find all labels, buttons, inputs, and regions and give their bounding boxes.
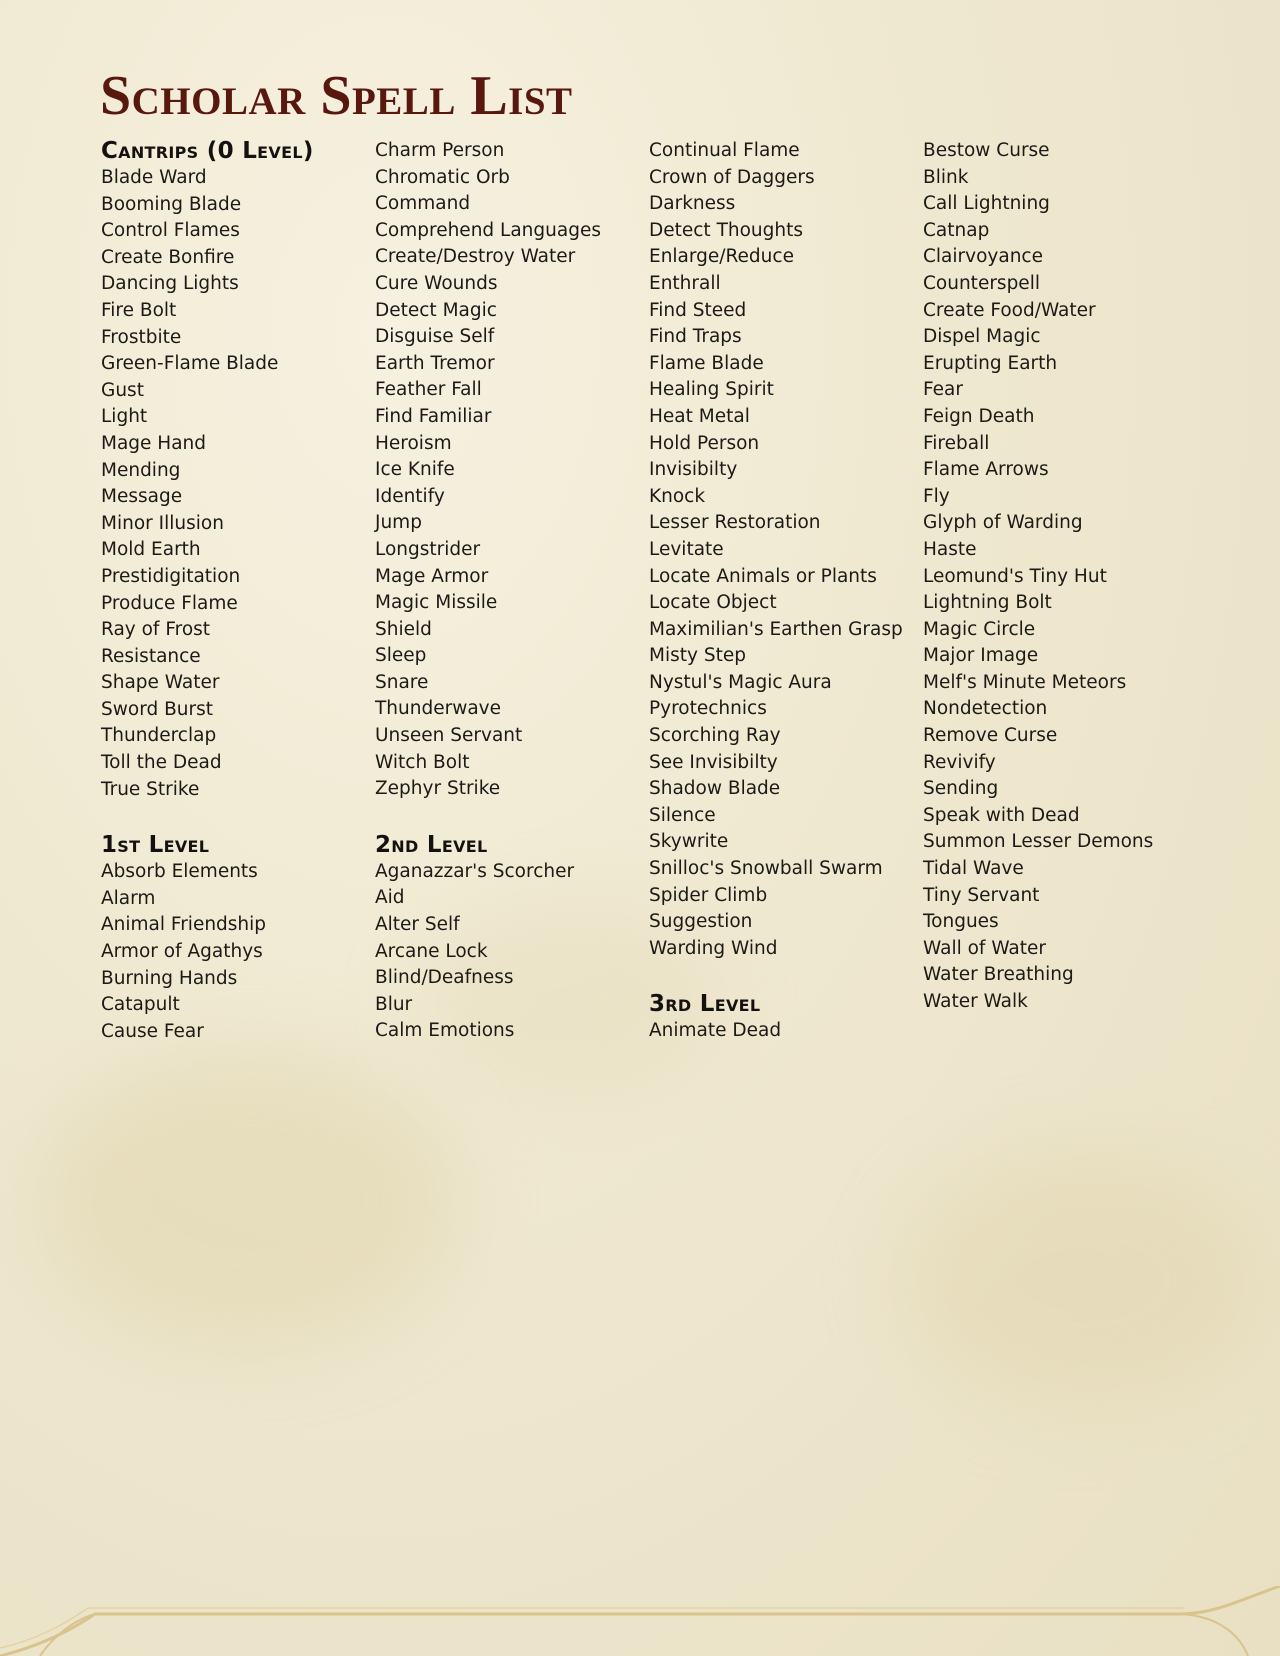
spell-item: Create/Destroy Water — [375, 246, 576, 268]
spell-item: Unseen Servant — [375, 725, 523, 747]
spell-item: Invisibilty — [649, 459, 738, 481]
spell-item: Silence — [649, 804, 716, 826]
spell-item: Tiny Servant — [923, 884, 1040, 906]
spell-item: Witch Bolt — [375, 751, 470, 773]
spell-item: Aganazzar's Scorcher — [375, 860, 575, 882]
spell-item: Mage Armor — [375, 565, 489, 587]
spell-item: Heat Metal — [649, 405, 750, 427]
spell-item: Resistance — [101, 645, 201, 667]
spell-item: Mending — [101, 459, 181, 481]
level-heading: 1st Level — [101, 832, 210, 859]
spell-item: Green-Flame Blade — [101, 353, 279, 375]
spell-item: Find Traps — [649, 326, 742, 348]
spell-item: Clairvoyance — [923, 246, 1043, 268]
spell-item: Erupting Earth — [923, 352, 1058, 374]
spell-item: Knock — [649, 485, 706, 507]
spell-item: Lightning Bolt — [923, 592, 1052, 614]
spell-item: Nondetection — [923, 698, 1048, 720]
spell-item: Shadow Blade — [649, 778, 781, 800]
spell-item: Melf's Minute Meteors — [923, 671, 1127, 693]
spell-item: Hold Person — [649, 432, 760, 454]
spell-item: Blink — [923, 166, 969, 188]
spell-item: Fly — [923, 485, 950, 507]
spell-item: Skywrite — [649, 831, 729, 853]
spell-item: Blade Ward — [101, 167, 207, 188]
spell-item: Feather Fall — [375, 379, 482, 401]
spell-item: Command — [375, 193, 471, 215]
spell-item: Maximilian's Earthen Grasp — [649, 618, 903, 640]
spell-item: Blind/Deafness — [375, 967, 514, 989]
spell-item: Catapult — [101, 994, 180, 1016]
spell-item: Tongues — [923, 911, 999, 933]
spell-item: Magic Missile — [375, 592, 498, 614]
spell-item: Control Flames — [101, 220, 240, 242]
spell-item: Lesser Restoration — [649, 512, 821, 534]
spell-item: Armor of Agathys — [101, 941, 263, 963]
spell-item: Fire Bolt — [101, 299, 177, 321]
section-spacer — [649, 962, 919, 991]
spell-item: Animal Friendship — [101, 914, 267, 936]
spell-item: Mold Earth — [101, 539, 201, 561]
spell-item: Summon Lesser Demons — [923, 831, 1154, 853]
spell-item: Thunderclap — [101, 725, 217, 747]
spell-item: Enlarge/Reduce — [649, 246, 794, 268]
spell-item: Call Lightning — [923, 193, 1050, 215]
spell-item: Crown of Daggers — [649, 166, 815, 188]
spell-item: Heroism — [375, 432, 452, 454]
spell-item: Healing Spirit — [649, 379, 774, 401]
spell-item: Aid — [375, 887, 405, 909]
spell-item: Produce Flame — [101, 592, 238, 614]
page-footer-ornament — [0, 1586, 1280, 1656]
spell-item: Flame Blade — [649, 352, 764, 374]
spell-item: Suggestion — [649, 911, 753, 933]
spell-list — [649, 1018, 919, 1045]
spell-item: Toll the Dead — [101, 752, 222, 774]
spell-item: Flame Arrows — [923, 459, 1049, 481]
spell-item: Find Familiar — [375, 405, 492, 427]
spell-item: Sending — [923, 778, 999, 800]
spell-item: Zephyr Strike — [375, 778, 501, 800]
spell-item: Catnap — [923, 219, 990, 241]
spell-item: Locate Animals or Plants — [649, 565, 877, 587]
spell-item: Ice Knife — [375, 459, 455, 481]
spell-item: Detect Magic — [375, 299, 497, 321]
spell-column-2 — [375, 138, 645, 1045]
spell-column-3 — [649, 138, 919, 1045]
level-heading: 2nd Level — [375, 831, 488, 858]
spell-item: Prestidigitation — [101, 565, 241, 587]
spell-list — [375, 859, 645, 1045]
spell-item: Dispel Magic — [923, 326, 1041, 348]
spell-item: Absorb Elements — [101, 861, 258, 883]
spell-item: Thunderwave — [375, 698, 502, 720]
spell-item: Magic Circle — [923, 618, 1036, 640]
spell-item: Remove Curse — [923, 725, 1058, 747]
spell-item: Spider Climb — [649, 884, 768, 906]
spell-item: Water Breathing — [923, 964, 1074, 986]
spell-item: Wall of Water — [923, 937, 1047, 959]
level-heading: 3rd Level — [649, 991, 761, 1018]
spell-item: Levitate — [649, 538, 724, 560]
spell-item: Sword Burst — [101, 698, 214, 720]
spell-item: True Strike — [101, 778, 200, 800]
spell-item: Detect Thoughts — [649, 219, 803, 241]
spell-item: Frostbite — [101, 326, 182, 348]
spell-item: Light — [101, 406, 148, 428]
spell-item: Shield — [375, 618, 432, 640]
spell-item: Create Bonfire — [101, 246, 235, 268]
spell-item: Warding Wind — [649, 937, 778, 959]
spell-item: Disguise Self — [375, 326, 495, 348]
level-heading: Cantrips (0 Level) — [101, 138, 314, 164]
spell-item: Create Food/Water — [923, 299, 1096, 321]
spell-item: Water Walk — [923, 991, 1028, 1012]
spell-item: Major Image — [923, 645, 1039, 667]
spell-item: Misty Step — [649, 645, 746, 667]
spell-item: Longstrider — [375, 538, 481, 560]
spell-item: Gust — [101, 379, 144, 401]
spell-item: Snare — [375, 671, 429, 693]
spell-item: Alarm — [101, 887, 156, 909]
spell-item: Chromatic Orb — [375, 166, 510, 188]
spell-item: Haste — [923, 538, 977, 560]
spell-item: Glyph of Warding — [923, 512, 1083, 534]
spell-item: Revivify — [923, 751, 996, 773]
spell-item: Message — [101, 486, 183, 508]
spell-item: Shape Water — [101, 672, 220, 694]
spell-item: See Invisibilty — [649, 751, 778, 773]
spell-item: Ray of Frost — [101, 619, 211, 641]
spell-item: Dancing Lights — [101, 273, 239, 295]
spell-list — [923, 138, 1193, 1016]
spell-item: Leomund's Tiny Hut — [923, 565, 1107, 587]
spell-item: Fear — [923, 379, 963, 401]
spell-item: Tidal Wave — [923, 858, 1024, 880]
spell-list — [101, 859, 371, 1045]
spell-item: Locate Object — [649, 592, 777, 614]
spell-item: Sleep — [375, 645, 427, 667]
spell-item: Fireball — [923, 432, 990, 454]
spell-item: Cause Fear — [101, 1020, 204, 1042]
spell-item: Arcane Lock — [375, 940, 488, 962]
spell-item: Jump — [375, 512, 422, 534]
section-spacer — [101, 803, 371, 832]
spell-item: Pyrotechnics — [649, 698, 767, 720]
spell-item: Snilloc's Snowball Swarm — [649, 858, 883, 880]
spell-item: Bestow Curse — [923, 140, 1050, 161]
page-title: Scholar Spell List — [100, 65, 573, 127]
spell-item: Minor Illusion — [101, 512, 224, 534]
spell-item: Charm Person — [375, 140, 505, 161]
spell-list — [375, 138, 645, 803]
spell-item: Calm Emotions — [375, 1020, 515, 1042]
spell-item: Find Steed — [649, 299, 747, 321]
spell-item: Feign Death — [923, 405, 1035, 427]
spell-item: Burning Hands — [101, 967, 238, 989]
spell-item: Animate Dead — [649, 1020, 782, 1042]
spell-item: Blur — [375, 993, 413, 1015]
spell-item: Booming Blade — [101, 193, 242, 215]
spell-item: Mage Hand — [101, 432, 207, 454]
spell-item: Earth Tremor — [375, 352, 495, 374]
spell-item: Comprehend Languages — [375, 219, 601, 241]
spell-item: Continual Flame — [649, 140, 800, 161]
spell-list — [101, 165, 371, 803]
section-spacer — [375, 803, 645, 832]
spell-item: Scorching Ray — [649, 725, 781, 747]
spell-item: Identify — [375, 485, 445, 507]
spell-item: Cure Wounds — [375, 272, 498, 294]
spell-item: Speak with Dead — [923, 804, 1080, 826]
spell-item: Enthrall — [649, 272, 721, 294]
spell-column-1 — [101, 138, 371, 1045]
spell-item: Darkness — [649, 193, 736, 215]
spell-column-4 — [923, 138, 1193, 1016]
spell-item: Nystul's Magic Aura — [649, 671, 832, 693]
spell-list — [649, 138, 919, 962]
spell-item: Alter Self — [375, 914, 460, 936]
spell-item: Counterspell — [923, 272, 1040, 294]
